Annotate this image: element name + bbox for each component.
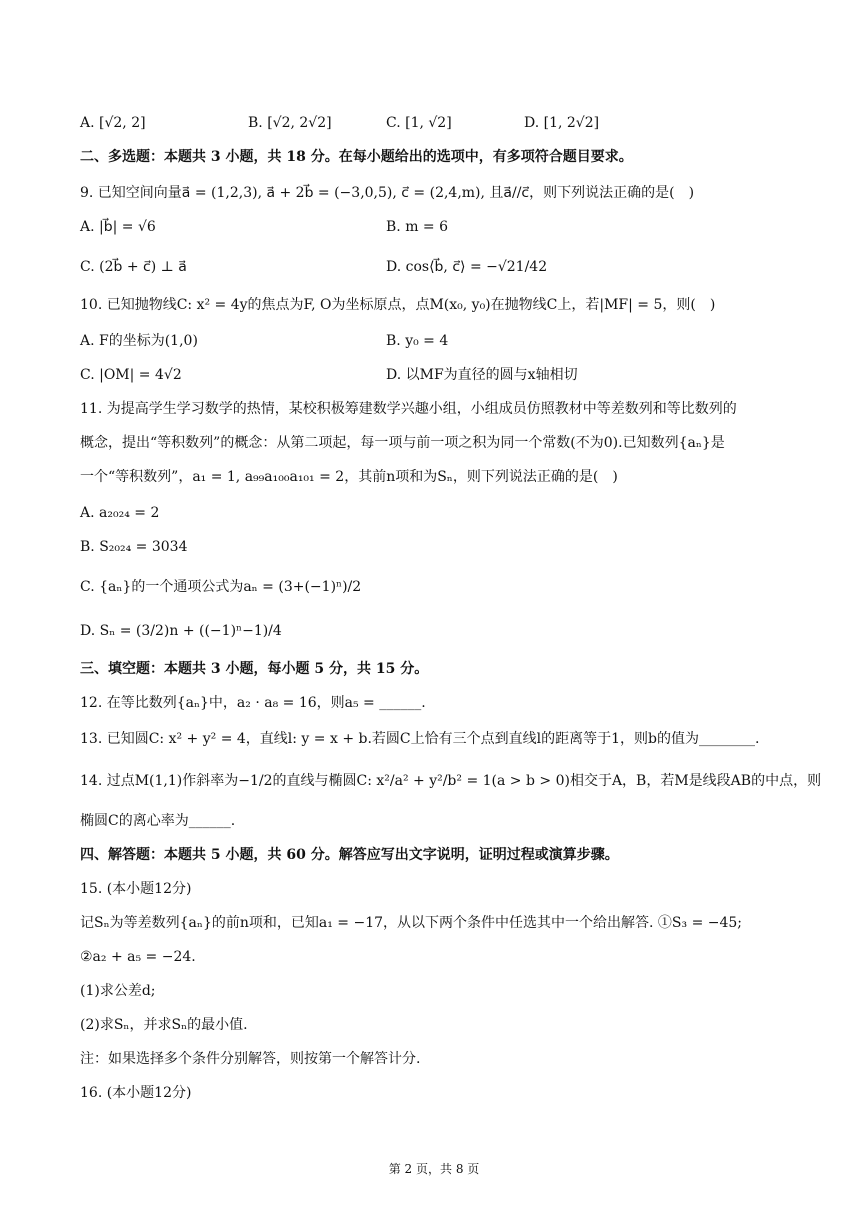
q9-stem: 9. 已知空间向量a⃗ = (1,2,3), a⃗ + 2b⃗ = (−3,0,5), c⃗ = (2,4,m), 且a⃗//c⃗，则下列说法正确的是( ) [80, 185, 695, 201]
q9-option-d: D. cos⟨b⃗, c⃗⟩ = −√21/42 [386, 259, 548, 275]
q8-option-a: A. [√2, 2] [80, 115, 146, 131]
q15-part-2: (2)求Sₙ，并求Sₙ的最小值. [80, 1017, 248, 1033]
q11-stem-line-2: 概念，提出“等积数列”的概念：从第二项起，每一项与前一项之积为同一个常数(不为0).已知数列{aₙ}是 [80, 435, 725, 451]
q15-line-1: 记Sₙ为等差数列{aₙ}的前n项和，已知a₁ = −17，从以下两个条件中任选其中一个给出解答. ①S₃ = −45; [80, 915, 743, 931]
q9-option-c: C. (2b⃗ + c⃗) ⊥ a⃗ [80, 259, 187, 275]
q15-part-1: (1)求公差d; [80, 983, 156, 999]
q10-option-b: B. y₀ = 4 [386, 333, 449, 349]
q12-text: 12. 在等比数列{aₙ}中，a₂ · a₈ = 16，则a₅ = ______. [80, 695, 426, 711]
q8-option-d: D. [1, 2√2] [524, 115, 600, 131]
section-4-heading: 四、解答题：本题共 5 小题，共 60 分。解答应写出文字说明，证明过程或演算步骤。 [80, 847, 619, 863]
section-2-heading: 二、多选题：本题共 3 小题，共 18 分。在每小题给出的选项中，有多项符合题目要求。 [80, 149, 633, 165]
q14-line-1: 14. 过点M(1,1)作斜率为−1/2的直线与椭圆C: x²/a² + y²/b² = 1(a > b > 0)相交于A，B，若M是线段AB的中点，则 [80, 773, 822, 789]
q11-stem-line-1: 11. 为提高学生学习数学的热情，某校积极筹建数学兴趣小组，小组成员仿照教材中等差数列和等比数列的 [80, 401, 737, 417]
q11-stem-line-3: 一个“等积数列”，a₁ = 1, a₉₉a₁₀₀a₁₀₁ = 2，其前n项和为Sₙ，则下列说法正确的是( ) [80, 469, 618, 485]
q9-option-b: B. m = 6 [386, 219, 449, 235]
q11-option-b: B. S₂₀₂₄ = 3034 [80, 539, 188, 555]
q8-option-c: C. [1, √2] [386, 115, 452, 131]
section-3-heading: 三、填空题：本题共 3 小题，每小题 5 分，共 15 分。 [80, 661, 429, 677]
q11-option-c: C. {aₙ}的一个通项公式为aₙ = (3+(−1)ⁿ)/2 [80, 579, 362, 595]
q10-option-a: A. F的坐标为(1,0) [80, 333, 198, 349]
q16-title: 16. (本小题12分) [80, 1085, 192, 1101]
q10-option-d: D. 以MF为直径的圆与x轴相切 [386, 367, 578, 383]
q10-option-c: C. |OM| = 4√2 [80, 367, 182, 383]
q15-note: 注：如果选择多个条件分别解答，则按第一个解答计分. [80, 1051, 421, 1067]
page-footer: 第 2 页，共 8 页 [388, 1162, 480, 1176]
q10-stem: 10. 已知抛物线C: x² = 4y的焦点为F, O为坐标原点，点M(x₀, y₀)在抛物线C上，若|MF| = 5，则( ) [80, 297, 716, 313]
q11-option-a: A. a₂₀₂₄ = 2 [80, 505, 160, 521]
q9-option-a: A. |b⃗| = √6 [80, 219, 156, 235]
q15-title: 15. (本小题12分) [80, 881, 192, 897]
q11-option-d: D. Sₙ = (3/2)n + ((−1)ⁿ−1)/4 [80, 623, 282, 639]
q13-text: 13. 已知圆C: x² + y² = 4，直线l: y = x + b.若圆C上恰有三个点到直线l的距离等于1，则b的值为________. [80, 731, 760, 747]
q8-option-b: B. [√2, 2√2] [248, 115, 332, 131]
q14-line-2: 椭圆C的离心率为______. [80, 813, 236, 829]
q15-line-2: ②a₂ + a₅ = −24. [80, 949, 196, 965]
